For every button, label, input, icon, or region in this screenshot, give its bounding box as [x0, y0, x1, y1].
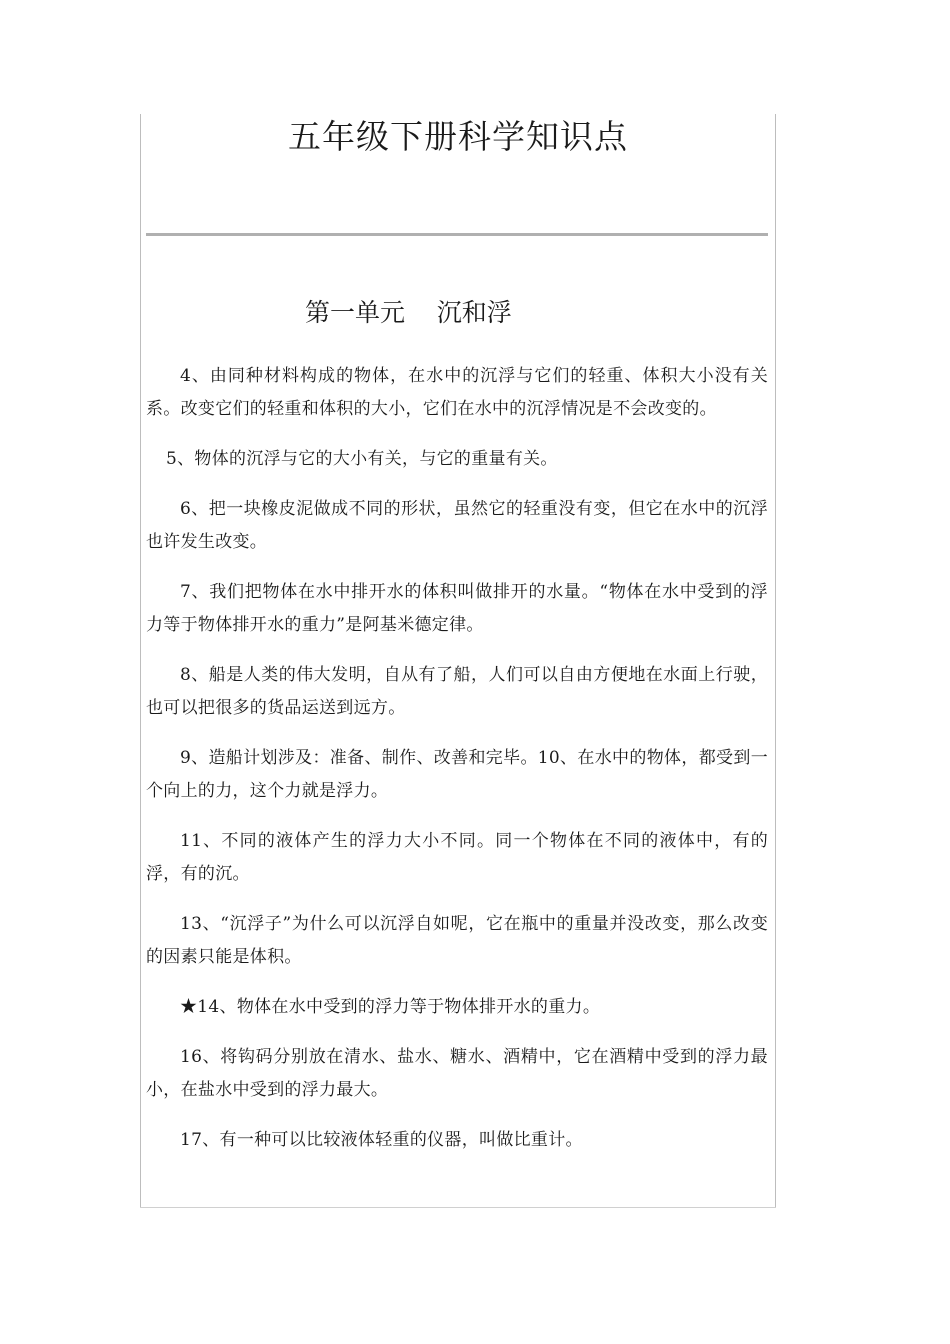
- frame-left-border: [140, 114, 141, 1208]
- paragraph-13: 13、“沉浮子”为什么可以沉浮自如呢，它在瓶中的重量并没改变，那么改变的因素只能是体积。: [146, 914, 768, 967]
- paragraph-4: 4、由同种材料构成的物体，在水中的沉浮与它们的轻重、体积大小没有关系。改变它们的轻重和体积的大小，它们在水中的沉浮情况是不会改变的。: [146, 366, 768, 419]
- paragraph-9-10: 9、造船计划涉及：准备、制作、改善和完毕。10、在水中的物体，都受到一个向上的力，这个力就是浮力。: [146, 748, 768, 801]
- paragraph-7: 7、我们把物体在水中排开水的体积叫做排开的水量。“物体在水中受到的浮力等于物体排开水的重力”是阿基米德定律。: [146, 582, 768, 635]
- title-divider: [146, 233, 768, 236]
- document-title: 五年级下册科学知识点: [288, 117, 628, 156]
- paragraph-11: 11、不同的液体产生的浮力大小不同。同一个物体在不同的液体中，有的浮，有的沉。: [146, 831, 768, 884]
- paragraph-8: 8、船是人类的伟大发明，自从有了船，人们可以自由方便地在水面上行驶，也可以把很多的货品运送到远方。: [146, 665, 768, 718]
- paragraph-5: 5、物体的沉浮与它的大小有关，与它的重量有关。: [166, 449, 558, 469]
- paragraph-6: 6、把一块橡皮泥做成不同的形状，虽然它的轻重没有变，但它在水中的沉浮也许发生改变。: [146, 499, 768, 552]
- section-title: 第一单元 沉和浮: [305, 298, 512, 327]
- frame-bottom-border: [140, 1207, 776, 1208]
- paragraph-14: ★14、物体在水中受到的浮力等于物体排开水的重力。: [180, 997, 601, 1017]
- paragraph-16: 16、将钩码分别放在清水、盐水、糖水、酒精中，它在酒精中受到的浮力最小，在盐水中受到的浮力最大。: [146, 1047, 768, 1100]
- frame-right-border: [775, 114, 776, 1208]
- paragraph-17: 17、有一种可以比较液体轻重的仪器，叫做比重计。: [180, 1130, 583, 1150]
- document-body: [146, 360, 768, 1174]
